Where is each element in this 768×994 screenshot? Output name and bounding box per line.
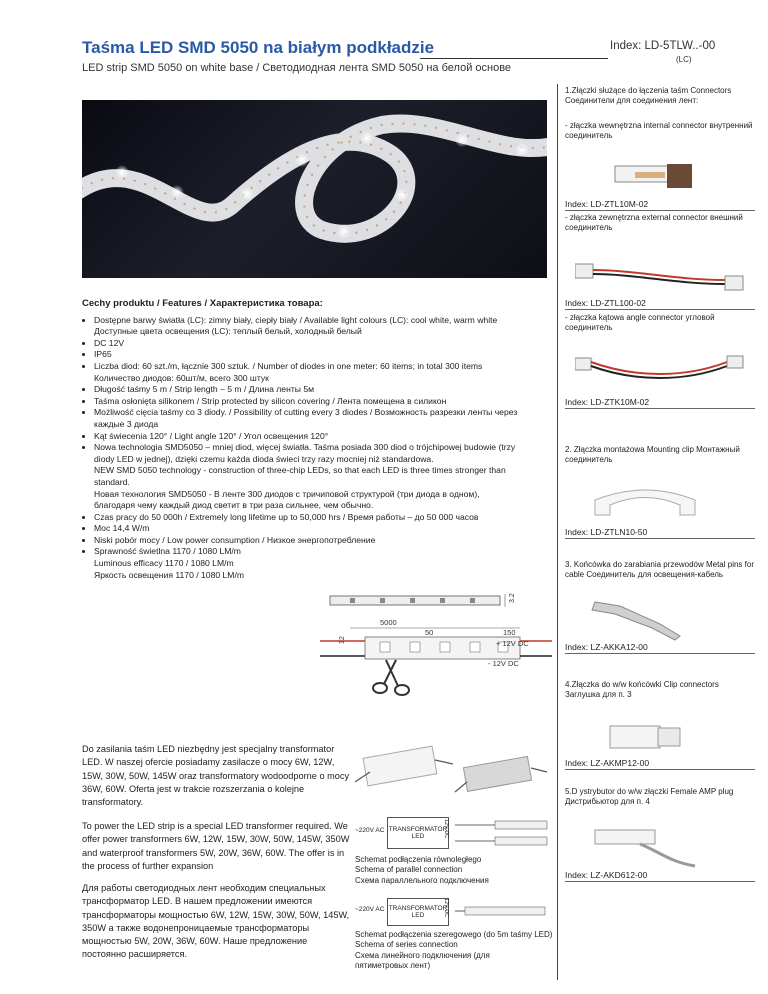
feature-item: • Kąt świecenia 120° / Light angle 120° / Угол освещения 120° <box>94 431 552 443</box>
feature-item: • Sprawność świetlna 1170 / 1080 LM/m <box>94 546 552 558</box>
transformer-text-en: To power the LED strip is a special LED transformer required. We offer power transformers 6W, 12W, 15W, 30W, 50W, 145W, 350W and waterproof transformers 5W, 20W, 36W, 60W. The offer is in the process of further expansion <box>82 821 350 871</box>
parallel-caption: Schemat podłączenia równoległego Schema of parallel connection Схема параллельного подключения <box>355 855 489 885</box>
feature-item: благодаря чему каждый диод светит в три раза сильнее, чем обычно. <box>94 500 374 511</box>
mounting-clip-index: Index: LD-ZTLN10-50 <box>565 527 648 537</box>
clip-connectors-index: Index: LZ-AKMP12-00 <box>565 758 650 768</box>
ac-input-label: ~220V AC <box>355 906 385 913</box>
transformer-box: TRANSFORMATOR LED <box>387 898 449 926</box>
metal-pins-image <box>590 592 690 642</box>
feature-item: каждые 3 диода <box>94 418 159 429</box>
divider <box>565 408 755 409</box>
feature-item: • DC 12V <box>94 338 552 350</box>
transformer-text-ru: Для работы светодиодных лент необходим специальных трансформатор LED. В нашем предложении имеются трансформаторы мощностью 6W, 12W, 15W, 30W, 50W, 145W, 350W а также водонепроницаемые трансформаторы мощностью 5W, 20W, 36W, 60W. Наше предложение постоянно расширяется. <box>82 883 350 960</box>
feature-item: • Długość taśmy 5 m / Strip length – 5 m / Длина ленты 5м <box>94 384 552 396</box>
clip-connectors-image <box>600 718 690 756</box>
dim-segment: 50 <box>425 628 434 637</box>
feature-item: Количество диодов: 60шт/м, всего 300 штук <box>94 372 269 383</box>
transformer-box: TRANSFORMATOR LED <box>387 817 449 849</box>
dim-length: 5000 <box>380 618 397 627</box>
external-connector-image <box>575 258 745 293</box>
connectors-heading: 1.Złączki służące do łączenia taśm Connectors Соединители для соединения лент: <box>565 86 732 106</box>
feature-item: standard. <box>94 476 130 487</box>
mounting-clip-image <box>590 480 700 525</box>
series-wiring <box>455 898 550 924</box>
feature-item: • Dostępne barwy światła (LC): zimny biały, ciepły biały / Available light colours (LC): cool white, warm white <box>94 315 552 327</box>
amp-plug-label: 5.D ystrybutor do w/w złączki Female AMP plug Дистрибьютор для п. 4 <box>565 787 734 807</box>
dim-end: 150 <box>503 628 516 637</box>
internal-connector-image <box>605 158 715 198</box>
scissors-icon <box>373 660 409 695</box>
led-strip-photo <box>82 100 547 278</box>
minus-label: - 12V DC <box>488 659 519 668</box>
dc-output-label: 12V DC <box>443 819 449 839</box>
feature-item: NEW SMD 5050 technology - construction of three-chip LEDs, so that each LED is three times stronger than <box>94 465 506 476</box>
feature-item: Доступные цвета освещения (LC): теплый белый, холодный белый <box>94 326 362 337</box>
divider <box>565 881 755 882</box>
features-heading: Cechy produktu / Features / Характеристика товара: <box>82 298 323 309</box>
divider <box>565 769 755 770</box>
mounting-clip-label: 2. Złączka montażowa Mounting clip Монтажный соединитель <box>565 445 740 465</box>
feature-item: diody LED w jednej), dzięki czemu każda dioda świeci trzy razy mocniej niż standardowa. <box>94 453 434 464</box>
parallel-schematic <box>355 815 550 855</box>
divider <box>565 538 755 539</box>
feature-item: • Liczba diod: 60 szt./m, łącznie 300 sztuk. / Number of diodes in one meter: 60 items; in total 300 items <box>94 361 552 373</box>
amp-plug-index: Index: LZ-AKD612-00 <box>565 870 648 880</box>
series-caption: Schemat podłączenia szeregowego (do 5m taśmy LED) Schema of series connection Схема линейного подключения (для пятиметровых лент) <box>355 930 553 971</box>
clip-connectors-label: 4.Złączka do w/w końcówki Clip connectors Заглушка для п. 3 <box>565 680 719 700</box>
plus-label: + 12V DC <box>496 639 529 648</box>
feature-item: Новая технология SMD5050 - В ленте 300 диодов с тричиповой структурой (три диода в одном), <box>94 488 480 499</box>
transformer-small-image <box>355 746 453 786</box>
features-section <box>82 298 552 581</box>
page-subtitle: LED strip SMD 5050 on white base / Светодиодная лента SMD 5050 на белой основе <box>82 62 512 74</box>
page-title: Taśma LED SMD 5050 na białym podkładzie <box>82 38 435 57</box>
feature-item: Яркость освещения 1170 / 1080 LM/m <box>94 569 245 580</box>
external-connector-index: Index: LD-ZTL100-02 <box>565 298 646 308</box>
feature-item: • IP65 <box>94 349 552 361</box>
external-connector-label: - złączka zewnętrzna external connector внешний соединитель <box>565 213 743 233</box>
angle-connector-image <box>575 348 745 388</box>
divider <box>565 309 755 310</box>
transformer-waterproof-image <box>455 756 547 792</box>
feature-item: Luminous efficacy 1170 / 1080 LM/m <box>94 558 234 569</box>
feature-item: • Czas pracy do 50 000h / Extremely long lifetime up to 50,000 hrs / Время работы – до 50 000 часов <box>94 512 552 524</box>
feature-item: • Moc 14,4 W/m <box>94 523 552 535</box>
metal-pins-label: 3. Końcówka do zarabiania przewodów Metal pins for cable Соединитель для освещения-кабель <box>565 560 754 580</box>
transformer-images <box>355 742 550 812</box>
feature-item: • Nowa technologia SMD5050 – mniej diod, więcej światła. Taśma posiada 300 diod o trójchipowej budowie (trzy <box>94 442 552 454</box>
product-index: Index: LD-5TLW..-00 <box>610 40 716 52</box>
series-schematic <box>355 896 550 926</box>
feature-item: • Taśma osłonięta silikonem / Strip protected by silicon covering / Лента помещена в силикон <box>94 396 552 408</box>
dim-height: 3.2 <box>509 593 516 603</box>
angle-connector-label: - złączka kątowa angle connector угловой соединитель <box>565 313 715 333</box>
dim-width: 12 <box>339 636 346 644</box>
column-divider <box>557 84 558 980</box>
feature-item: • Niski pobór mocy / Low power consumption / Низкое энергопотребление <box>94 535 552 547</box>
led-strip-illustration <box>82 100 547 278</box>
amp-plug-image <box>590 822 700 870</box>
strip-dimension-diagram <box>320 588 552 708</box>
divider <box>565 653 755 654</box>
ac-input-label: ~220V AC <box>355 827 385 834</box>
angle-connector-index: Index: LD-ZTK10M-02 <box>565 397 650 407</box>
product-index-suffix: (LC) <box>676 55 692 64</box>
internal-connector-index: Index: LD-ZTL10M-02 <box>565 199 649 209</box>
header-rule <box>420 58 608 59</box>
divider <box>565 210 755 211</box>
parallel-wiring <box>455 817 550 849</box>
metal-pins-index: Index: LZ-AKKA12-00 <box>565 642 648 652</box>
dc-output-label: 12V DC <box>443 898 449 918</box>
internal-connector-label: - złączka wewnętrzna internal connector внутренний соединитель <box>565 121 753 141</box>
transformer-text-pl: Do zasilania taśm LED niezbędny jest specjalny transformator LED. W naszej ofercie posiadamy zasilacze o mocy 6W, 12W, 15W, 30W, 50W, 145W oraz transformatory wodoodporne o mocy 36W, 60W. Oferta jest w trakcie rozszerzania o kolejne transformatory. <box>82 744 350 808</box>
features-list <box>82 315 552 582</box>
feature-item: • Możliwość cięcia taśmy co 3 diody. / Possibility of cutting every 3 diodes / Возможность разрезки ленты через <box>94 407 552 419</box>
